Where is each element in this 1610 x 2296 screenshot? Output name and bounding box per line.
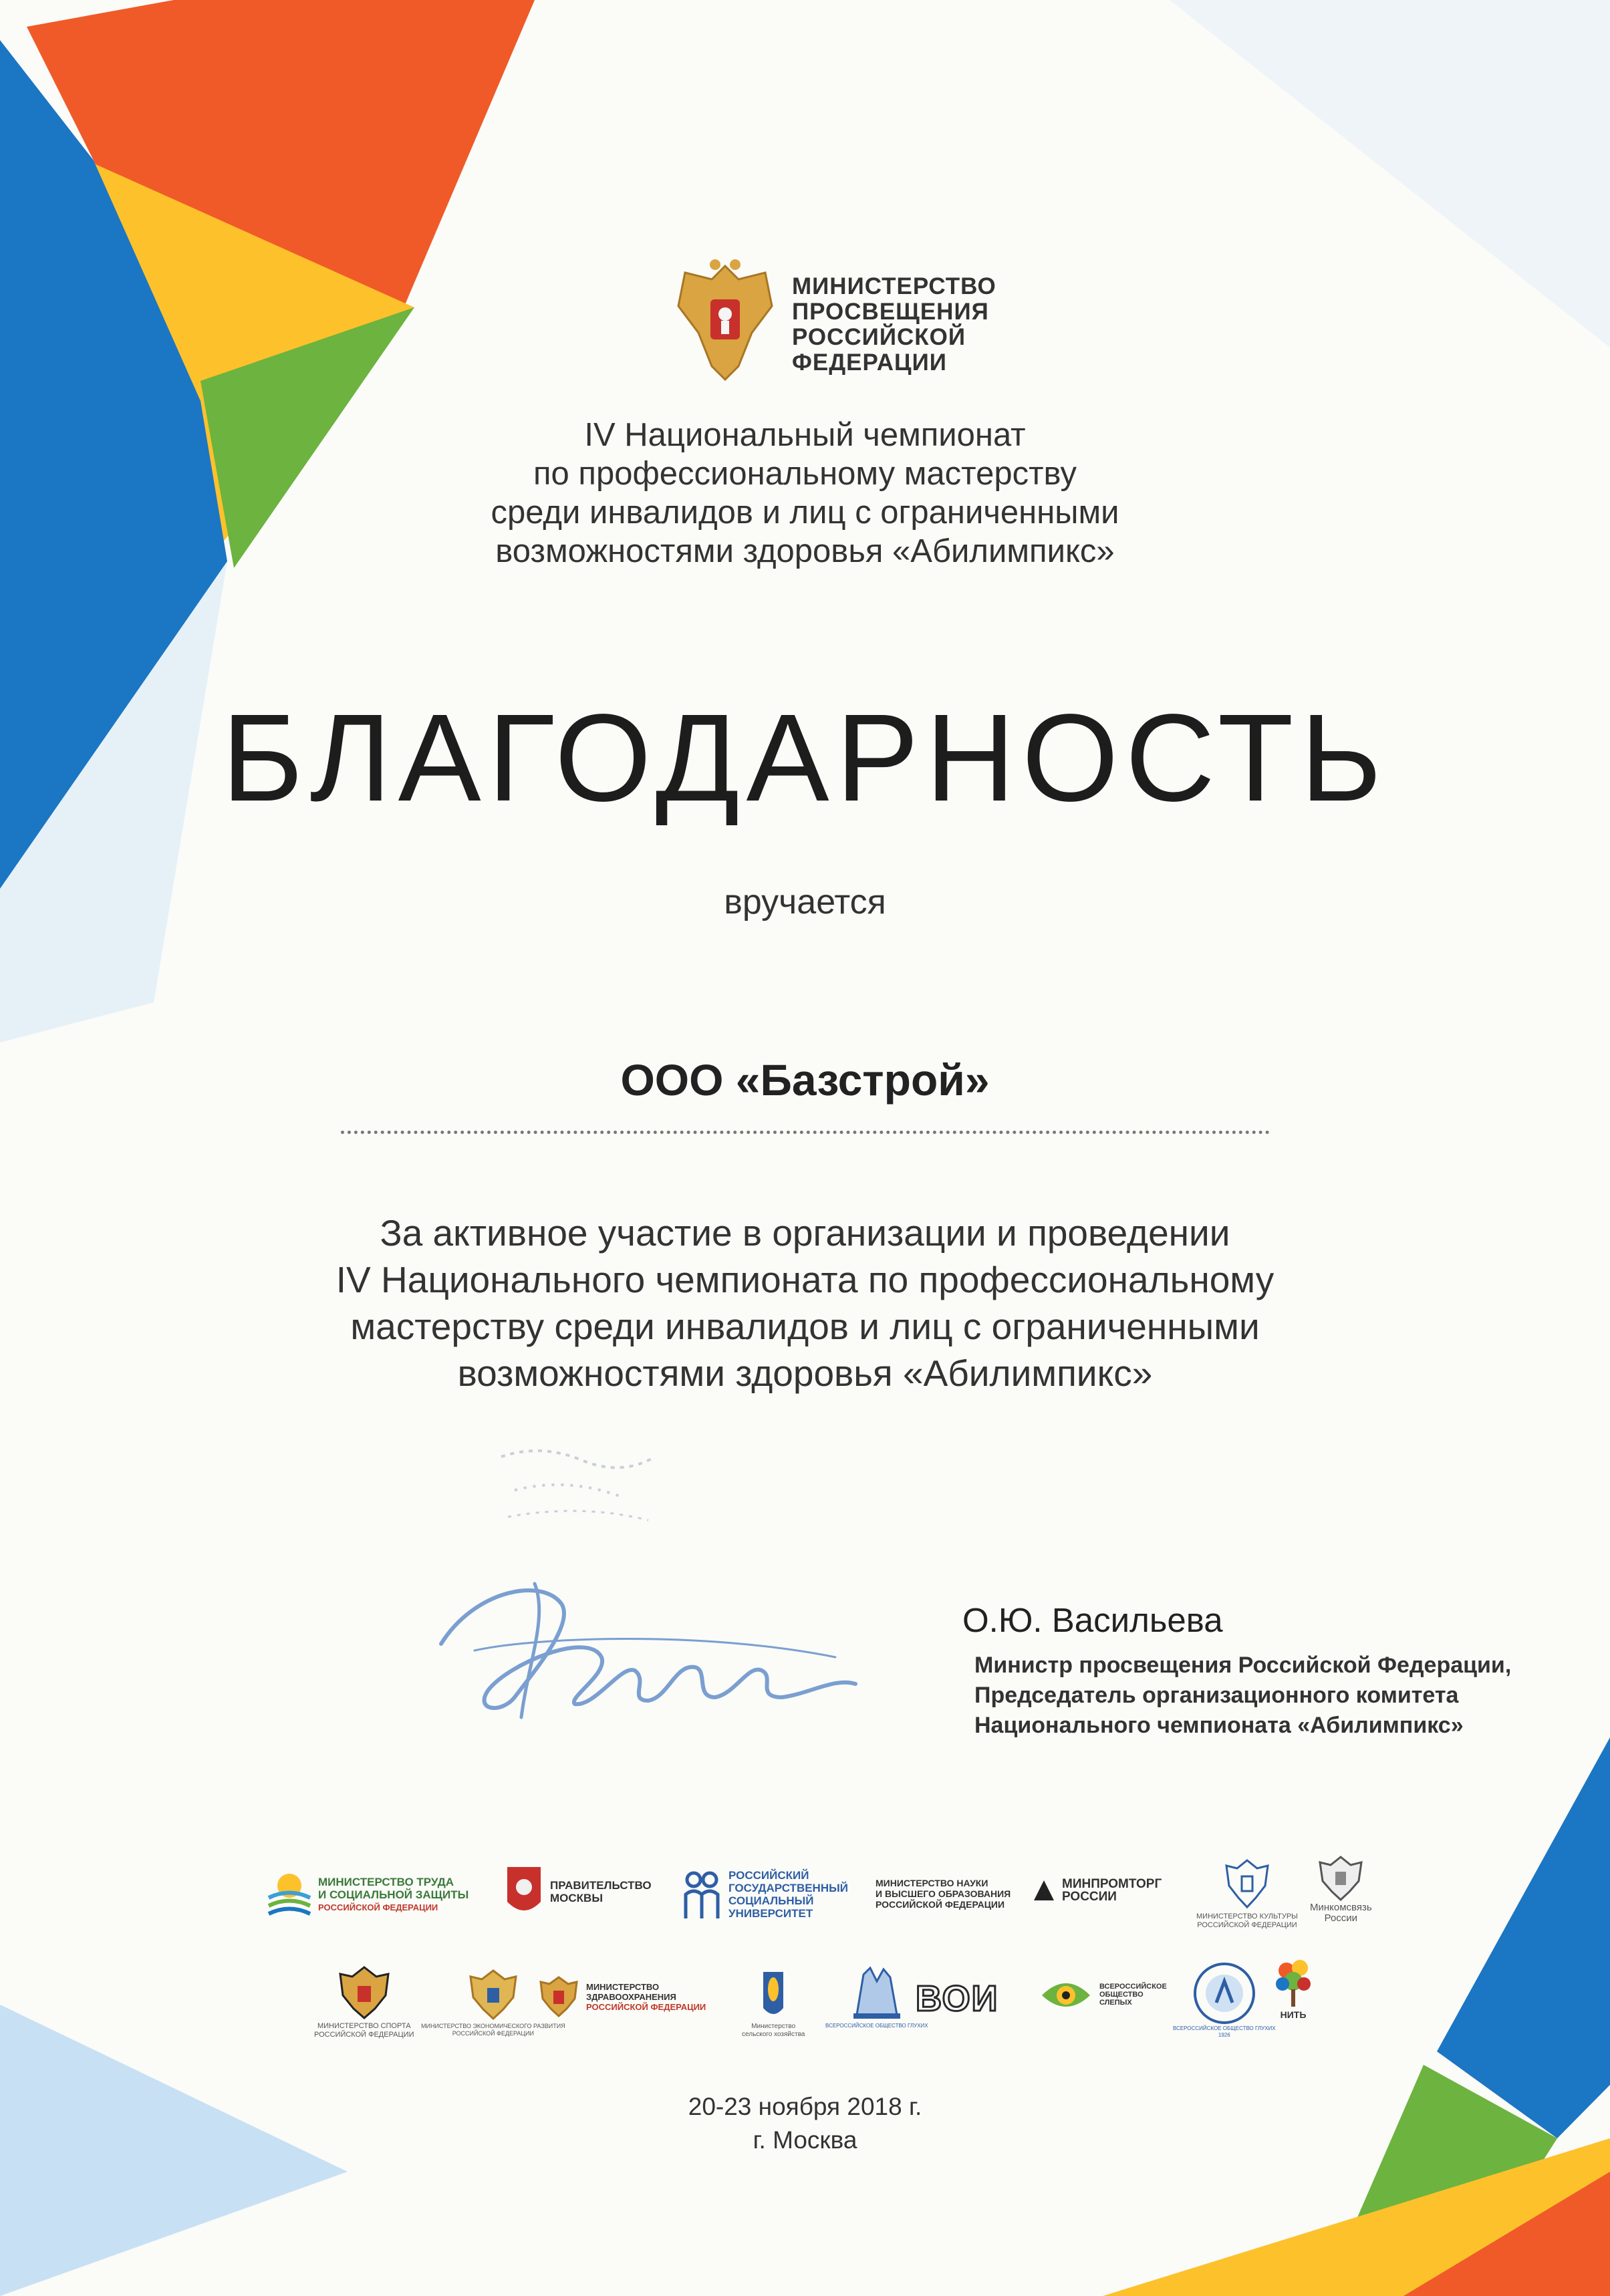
reason-line: IV Национального чемпионата по профессиональному [336, 1259, 1274, 1300]
partner-name: МИНИСТЕРСТВО СПОРТА РОССИЙСКОЙ ФЕДЕРАЦИИ [314, 2022, 414, 2039]
partner-logo-minzdrav [538, 1975, 706, 2019]
partner-name: Минкомсвязь России [1310, 1902, 1372, 1924]
recipient-name: ООО «Базстрой» [620, 1055, 990, 1105]
signature [434, 1564, 862, 1731]
recipient-dotted-line [341, 1131, 1270, 1134]
partner-logo-minobrnauki [876, 1878, 1011, 1910]
eye-icon [1039, 1971, 1093, 2018]
emblem-icon [1317, 1854, 1364, 1901]
ministry-line: РОССИЙСКОЙ [792, 324, 966, 350]
partner-name: ВСЕРОССИЙСКОЕ ОБЩЕСТВО ГЛУХИХ [825, 2023, 928, 2029]
reason-line: возможностями здоровья «Абилимпикс» [457, 1352, 1153, 1394]
event-date: 20-23 ноября 2018 г. [688, 2093, 922, 2120]
partner-name: МИНИСТЕРСТВО КУЛЬТУРЫ РОССИЙСКОЙ ФЕДЕРАЦИИ [1196, 1912, 1298, 1929]
partner-logo-minsport [314, 1965, 414, 2039]
signer-name: О.Ю. Васильева [962, 1601, 1223, 1639]
ministry-line: ПРОСВЕЩЕНИЯ [792, 299, 989, 325]
statue-icon [843, 1961, 910, 2021]
partner-logo-rgsu [682, 1868, 848, 1921]
emblem-icon [338, 1965, 391, 2021]
partner-name: МИНИСТЕРСТВО ЭКОНОМИЧЕСКОГО РАЗВИТИЯ РОССИЙСКОЙ ФЕДЕРАЦИИ [421, 2023, 565, 2037]
event-city: г. Москва [753, 2126, 857, 2154]
emblem-icon [1224, 1856, 1270, 1910]
ministry-line: МИНИСТЕРСТВО [792, 273, 996, 299]
blue-triangle-bottom-right [1437, 1737, 1610, 2138]
partner-logo-nit [1273, 1955, 1313, 2020]
faint-shape-top-right [1170, 0, 1610, 347]
ministry-name [792, 274, 1059, 376]
partner-logo-sport-deaf [825, 1961, 928, 2029]
championship-line: возможностями здоровья «Абилимпикс» [495, 533, 1115, 569]
partner-name: Министерство сельского хозяйства [742, 2023, 805, 2038]
emblem-icon [468, 1968, 519, 2021]
position-line: Председатель организационного комитета [974, 1683, 1459, 1708]
moscow-coat-icon [505, 1864, 543, 1919]
partner-name: МИНИСТЕРСТВО ЗДРАВООХРАНЕНИЯ РОССИЙСКОЙ ФЕДЕРАЦИИ [586, 1981, 706, 2012]
partner-name: ВСЕРОССИЙСКОЕ ОБЩЕСТВО ГЛУХИХ 1926 [1173, 2025, 1276, 2038]
document-title: БЛАГОДАРНОСТЬ [221, 689, 1389, 827]
partner-logo-vos [1039, 1971, 1167, 2018]
partner-name: ВСЕРОССИЙСКОЕ ОБЩЕСТВО СЛЕПЫХ [1099, 1983, 1167, 2007]
partner-logo-minkult [1196, 1856, 1298, 1930]
partner-name: МИНИСТЕРСТВО ТРУДА И СОЦИАЛЬНОЙ ЗАЩИТЫ РОССИЙСКОЙ ФЕДЕРАЦИИ [318, 1875, 469, 1912]
partner-logo-vog [1173, 1961, 1276, 2039]
double-headed-eagle-icon [672, 253, 779, 386]
voi-logo-text: ВОИ [916, 1979, 999, 2019]
partner-logo-moscow [505, 1864, 652, 1919]
signer-position [974, 1651, 1511, 1741]
championship-line: IV Национальный чемпионат [584, 417, 1026, 453]
wheat-icon [757, 1968, 790, 2021]
position-line: Министр просвещения Российской Федерации, [974, 1653, 1512, 1678]
waves-icon [267, 1871, 311, 1918]
partner-name: РОССИЙСКИЙ ГОСУДАРСТВЕННЫЙ СОЦИАЛЬНЫЙ УНИВЕРСИТЕТ [728, 1869, 848, 1920]
partner-logo-minkomsvyaz [1310, 1854, 1372, 1924]
position-line: Национального чемпионата «Абилимпикс» [974, 1713, 1464, 1738]
ministry-line: ФЕДЕРАЦИИ [792, 349, 947, 376]
reason-line: За активное участие в организации и проведении [380, 1212, 1230, 1254]
partner-name: МИНПРОМТОРГ РОССИИ [1062, 1877, 1162, 1904]
partner-logo-mintrud [267, 1871, 468, 1918]
circle-icon [1192, 1961, 1256, 2025]
partner-name: МИНИСТЕРСТВО НАУКИ И ВЫСШЕГО ОБРАЗОВАНИЯ РОССИЙСКОЙ ФЕДЕРАЦИИ [876, 1878, 1011, 1910]
championship-line: среди инвалидов и лиц с ограниченными [491, 494, 1119, 531]
partner-logo-minselhoz [742, 1968, 805, 2039]
faint-stamp-mark [488, 1437, 662, 1530]
date-location [0, 2090, 1610, 2157]
award-reason [0, 1209, 1610, 1397]
tree-icon [1273, 1955, 1313, 2008]
people-icon [682, 1868, 722, 1921]
partner-name: НИТЬ [1280, 2009, 1307, 2020]
partner-logo-voi [916, 1978, 998, 2019]
championship-title [0, 416, 1610, 571]
partner-name: ПРАВИТЕЛЬСТВО МОСКВЫ [550, 1879, 652, 1904]
emblem-icon [538, 1975, 579, 2019]
reason-line: мастерству среди инвалидов и лиц с ограниченными [350, 1306, 1260, 1347]
awarded-label: вручается [724, 883, 886, 921]
championship-line: по профессиональному мастерству [533, 456, 1077, 492]
partner-logo-minpromtorg [1033, 1878, 1162, 1903]
triangle-icon [1033, 1879, 1055, 1902]
